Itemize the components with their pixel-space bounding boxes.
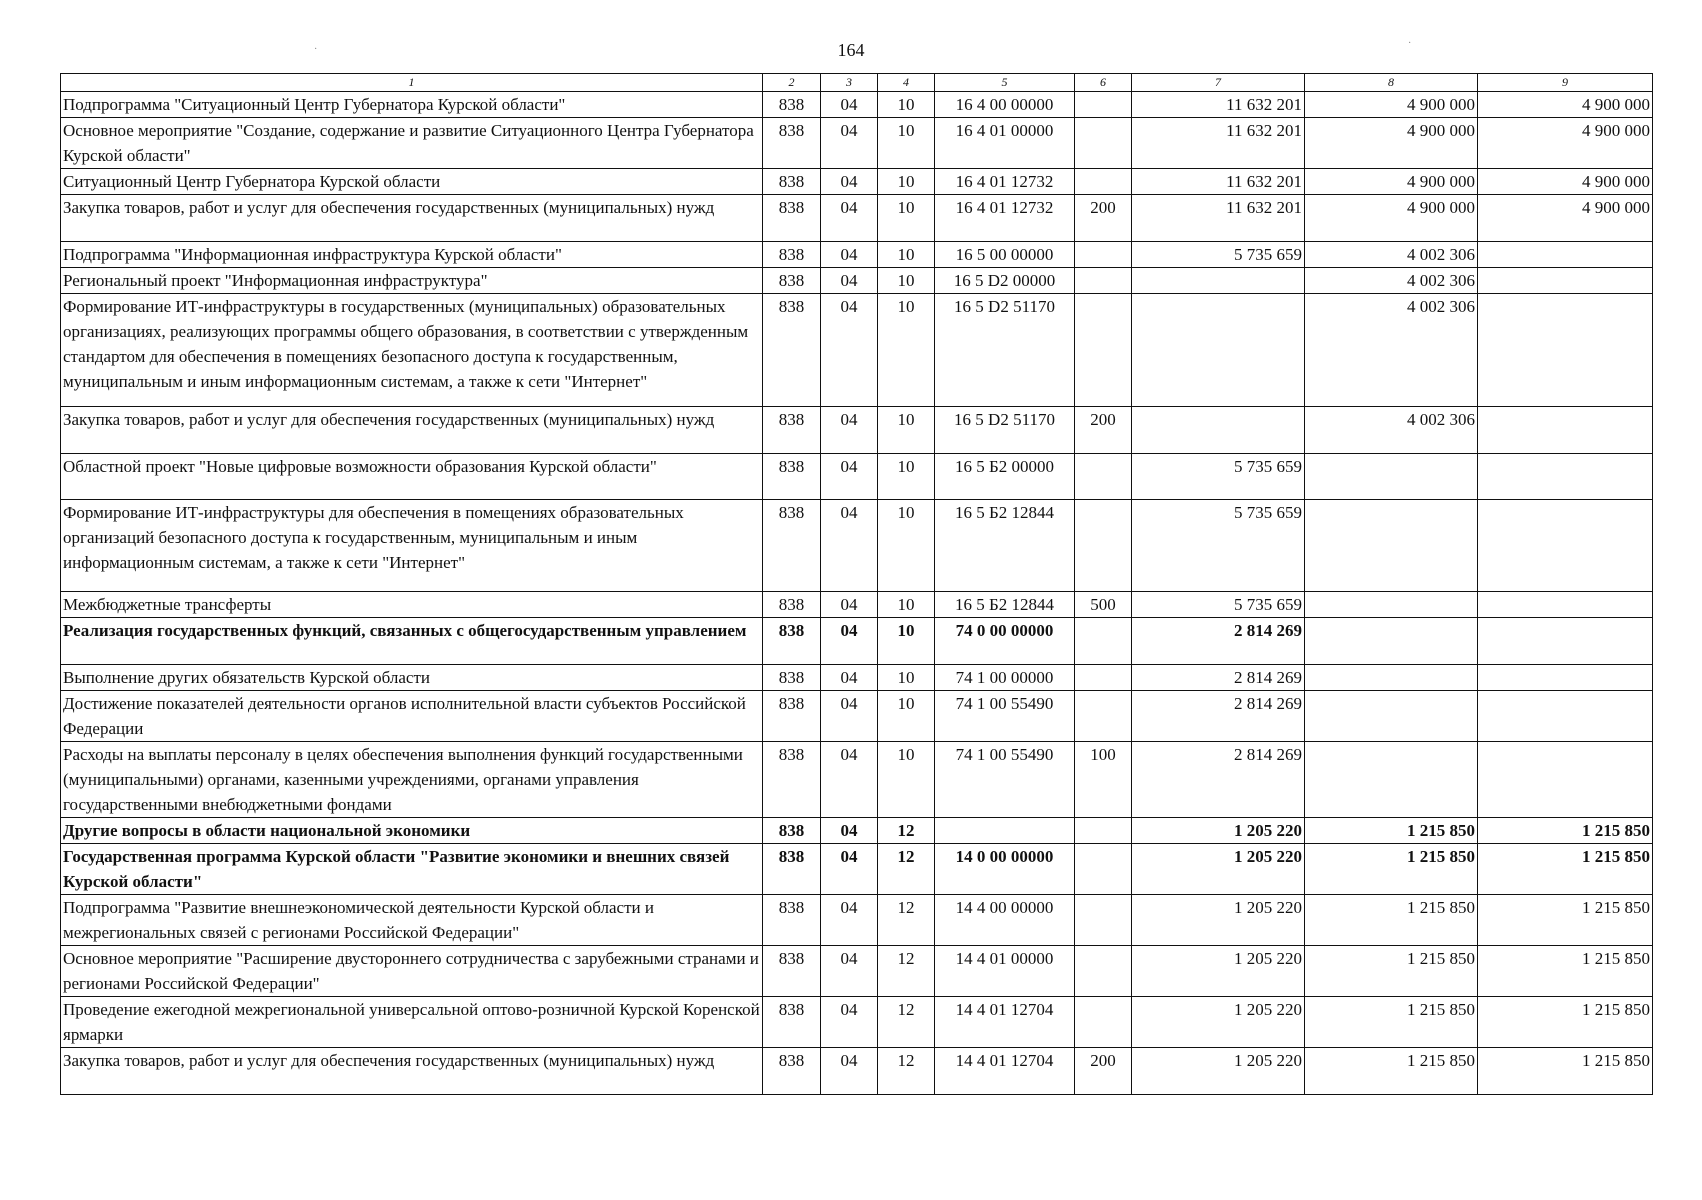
cell-col-8: 4 002 306 <box>1305 294 1478 407</box>
cell-col-3: 04 <box>821 118 878 169</box>
cell-col-9: 1 215 850 <box>1478 818 1653 844</box>
cell-col-9: 1 215 850 <box>1478 946 1653 997</box>
cell-col-9 <box>1478 618 1653 665</box>
cell-col-8 <box>1305 454 1478 500</box>
cell-col-4: 10 <box>878 742 935 818</box>
row-name: Закупка товаров, работ и услуг для обеспечения государственных (муниципальных) нужд <box>61 407 763 454</box>
cell-col-4: 10 <box>878 454 935 500</box>
table-row <box>61 242 1653 268</box>
cell-col-3: 04 <box>821 997 878 1048</box>
cell-col-6: 100 <box>1075 742 1132 818</box>
cell-col-7: 2 814 269 <box>1132 618 1305 665</box>
cell-col-3: 04 <box>821 294 878 407</box>
table-row <box>61 997 1653 1048</box>
cell-col-3: 04 <box>821 895 878 946</box>
cell-col-7: 1 205 220 <box>1132 895 1305 946</box>
cell-col-7 <box>1132 268 1305 294</box>
cell-col-5: 16 5 D2 51170 <box>935 407 1075 454</box>
scan-speck: · <box>314 44 318 55</box>
column-header: 6 <box>1075 74 1132 92</box>
cell-col-5: 16 4 00 00000 <box>935 92 1075 118</box>
cell-col-2: 838 <box>763 691 821 742</box>
cell-col-9 <box>1478 500 1653 592</box>
cell-col-8: 1 215 850 <box>1305 946 1478 997</box>
cell-col-5: 74 1 00 55490 <box>935 691 1075 742</box>
cell-col-2: 838 <box>763 92 821 118</box>
cell-col-8: 4 002 306 <box>1305 407 1478 454</box>
cell-col-3: 04 <box>821 592 878 618</box>
cell-col-3: 04 <box>821 742 878 818</box>
cell-col-6 <box>1075 895 1132 946</box>
cell-col-9: 4 900 000 <box>1478 92 1653 118</box>
cell-col-4: 10 <box>878 407 935 454</box>
cell-col-7: 5 735 659 <box>1132 242 1305 268</box>
cell-col-8: 1 215 850 <box>1305 997 1478 1048</box>
cell-col-5: 16 4 01 12732 <box>935 195 1075 242</box>
cell-col-2: 838 <box>763 454 821 500</box>
cell-col-8 <box>1305 742 1478 818</box>
row-name: Закупка товаров, работ и услуг для обеспечения государственных (муниципальных) нужд <box>61 195 763 242</box>
cell-col-9 <box>1478 294 1653 407</box>
cell-col-6 <box>1075 818 1132 844</box>
cell-col-5: 14 0 00 00000 <box>935 844 1075 895</box>
cell-col-3: 04 <box>821 92 878 118</box>
cell-col-9 <box>1478 242 1653 268</box>
cell-col-5: 14 4 01 00000 <box>935 946 1075 997</box>
cell-col-2: 838 <box>763 997 821 1048</box>
cell-col-7: 1 205 220 <box>1132 818 1305 844</box>
cell-col-8: 4 002 306 <box>1305 268 1478 294</box>
cell-col-9: 1 215 850 <box>1478 844 1653 895</box>
column-header: 7 <box>1132 74 1305 92</box>
cell-col-3: 04 <box>821 946 878 997</box>
cell-col-8: 4 900 000 <box>1305 169 1478 195</box>
cell-col-2: 838 <box>763 818 821 844</box>
cell-col-5: 16 5 D2 51170 <box>935 294 1075 407</box>
row-name: Региональный проект "Информационная инфраструктура" <box>61 268 763 294</box>
cell-col-2: 838 <box>763 294 821 407</box>
table-row <box>61 294 1653 407</box>
cell-col-9: 1 215 850 <box>1478 997 1653 1048</box>
budget-table <box>60 73 1653 1095</box>
table-row <box>61 454 1653 500</box>
cell-col-9 <box>1478 592 1653 618</box>
cell-col-3: 04 <box>821 818 878 844</box>
cell-col-7: 2 814 269 <box>1132 691 1305 742</box>
header-row <box>61 74 1653 92</box>
cell-col-3: 04 <box>821 691 878 742</box>
cell-col-2: 838 <box>763 844 821 895</box>
cell-col-4: 10 <box>878 92 935 118</box>
cell-col-7: 5 735 659 <box>1132 454 1305 500</box>
cell-col-2: 838 <box>763 169 821 195</box>
row-name: Закупка товаров, работ и услуг для обеспечения государственных (муниципальных) нужд <box>61 1048 763 1095</box>
cell-col-6 <box>1075 268 1132 294</box>
column-header: 4 <box>878 74 935 92</box>
cell-col-3: 04 <box>821 169 878 195</box>
table-row <box>61 268 1653 294</box>
cell-col-5: 74 0 00 00000 <box>935 618 1075 665</box>
cell-col-3: 04 <box>821 618 878 665</box>
row-name: Межбюджетные трансферты <box>61 592 763 618</box>
cell-col-3: 04 <box>821 268 878 294</box>
cell-col-3: 04 <box>821 844 878 895</box>
cell-col-7: 2 814 269 <box>1132 665 1305 691</box>
cell-col-2: 838 <box>763 195 821 242</box>
cell-col-3: 04 <box>821 665 878 691</box>
cell-col-7 <box>1132 294 1305 407</box>
row-name: Областной проект "Новые цифровые возможности образования Курской области" <box>61 454 763 500</box>
cell-col-2: 838 <box>763 407 821 454</box>
cell-col-9 <box>1478 454 1653 500</box>
cell-col-9 <box>1478 407 1653 454</box>
cell-col-5: 16 5 Б2 12844 <box>935 592 1075 618</box>
cell-col-4: 10 <box>878 118 935 169</box>
cell-col-3: 04 <box>821 500 878 592</box>
cell-col-5: 14 4 01 12704 <box>935 1048 1075 1095</box>
cell-col-6 <box>1075 92 1132 118</box>
cell-col-5: 16 5 Б2 00000 <box>935 454 1075 500</box>
cell-col-6: 200 <box>1075 407 1132 454</box>
cell-col-4: 10 <box>878 618 935 665</box>
cell-col-8: 1 215 850 <box>1305 1048 1478 1095</box>
row-name: Подпрограмма "Ситуационный Центр Губернатора Курской области" <box>61 92 763 118</box>
cell-col-2: 838 <box>763 268 821 294</box>
cell-col-6: 200 <box>1075 1048 1132 1095</box>
cell-col-8: 1 215 850 <box>1305 844 1478 895</box>
cell-col-5: 16 4 01 12732 <box>935 169 1075 195</box>
page-number: 164 <box>837 40 865 60</box>
cell-col-6 <box>1075 946 1132 997</box>
cell-col-7: 5 735 659 <box>1132 500 1305 592</box>
column-header: 3 <box>821 74 878 92</box>
row-name: Выполнение других обязательств Курской области <box>61 665 763 691</box>
cell-col-5: 14 4 01 12704 <box>935 997 1075 1048</box>
cell-col-6 <box>1075 242 1132 268</box>
row-name: Формирование ИТ-инфраструктуры для обеспечения в помещениях образовательных организаций безопасного доступа к государственным, муниципальным и иным информационным системам, а также к сети "Интернет" <box>61 500 763 592</box>
cell-col-5: 16 5 00 00000 <box>935 242 1075 268</box>
cell-col-5 <box>935 818 1075 844</box>
row-name: Расходы на выплаты персоналу в целях обеспечения выполнения функций государственными (муниципальными) органами, казенными учреждениями, органами управления государственными внебюджетными фондами <box>61 742 763 818</box>
cell-col-4: 10 <box>878 242 935 268</box>
cell-col-5: 16 5 Б2 12844 <box>935 500 1075 592</box>
cell-col-6 <box>1075 844 1132 895</box>
cell-col-9: 4 900 000 <box>1478 195 1653 242</box>
cell-col-6 <box>1075 618 1132 665</box>
table-row <box>61 618 1653 665</box>
cell-col-8: 4 900 000 <box>1305 92 1478 118</box>
cell-col-8: 4 900 000 <box>1305 195 1478 242</box>
row-name: Основное мероприятие "Расширение двустороннего сотрудничества с зарубежными странами и регионами Российской Федерации" <box>61 946 763 997</box>
row-name: Ситуационный Центр Губернатора Курской области <box>61 169 763 195</box>
cell-col-4: 10 <box>878 592 935 618</box>
cell-col-2: 838 <box>763 500 821 592</box>
cell-col-7: 11 632 201 <box>1132 169 1305 195</box>
table-row <box>61 407 1653 454</box>
cell-col-7: 2 814 269 <box>1132 742 1305 818</box>
table-row <box>61 195 1653 242</box>
cell-col-5: 16 4 01 00000 <box>935 118 1075 169</box>
cell-col-4: 12 <box>878 818 935 844</box>
table-row <box>61 592 1653 618</box>
cell-col-9 <box>1478 691 1653 742</box>
cell-col-2: 838 <box>763 665 821 691</box>
cell-col-9: 1 215 850 <box>1478 895 1653 946</box>
cell-col-4: 10 <box>878 268 935 294</box>
cell-col-8 <box>1305 618 1478 665</box>
cell-col-2: 838 <box>763 242 821 268</box>
cell-col-9 <box>1478 742 1653 818</box>
cell-col-4: 12 <box>878 895 935 946</box>
table-row <box>61 946 1653 997</box>
cell-col-6 <box>1075 294 1132 407</box>
cell-col-9: 1 215 850 <box>1478 1048 1653 1095</box>
cell-col-7: 11 632 201 <box>1132 195 1305 242</box>
cell-col-2: 838 <box>763 618 821 665</box>
cell-col-3: 04 <box>821 454 878 500</box>
table-row <box>61 895 1653 946</box>
scan-speck: · <box>1408 38 1412 49</box>
cell-col-3: 04 <box>821 195 878 242</box>
table-row <box>61 500 1653 592</box>
column-header: 9 <box>1478 74 1653 92</box>
cell-col-7: 1 205 220 <box>1132 1048 1305 1095</box>
cell-col-2: 838 <box>763 742 821 818</box>
cell-col-6: 500 <box>1075 592 1132 618</box>
table-row <box>61 742 1653 818</box>
cell-col-7 <box>1132 407 1305 454</box>
row-name: Подпрограмма "Развитие внешнеэкономической деятельности Курской области и межрегиональных связей с регионами Российской Федерации" <box>61 895 763 946</box>
cell-col-4: 12 <box>878 844 935 895</box>
cell-col-7: 1 205 220 <box>1132 844 1305 895</box>
table-row <box>61 118 1653 169</box>
cell-col-2: 838 <box>763 118 821 169</box>
table-row <box>61 665 1653 691</box>
cell-col-9: 4 900 000 <box>1478 118 1653 169</box>
row-name: Достижение показателей деятельности органов исполнительной власти субъектов Российской Федерации <box>61 691 763 742</box>
table-row <box>61 691 1653 742</box>
column-header: 8 <box>1305 74 1478 92</box>
cell-col-8: 4 900 000 <box>1305 118 1478 169</box>
column-header: 5 <box>935 74 1075 92</box>
cell-col-2: 838 <box>763 946 821 997</box>
cell-col-7: 5 735 659 <box>1132 592 1305 618</box>
cell-col-8 <box>1305 592 1478 618</box>
row-name: Государственная программа Курской области "Развитие экономики и внешних связей Курской области" <box>61 844 763 895</box>
cell-col-8 <box>1305 691 1478 742</box>
cell-col-4: 10 <box>878 691 935 742</box>
cell-col-6 <box>1075 169 1132 195</box>
cell-col-4: 10 <box>878 294 935 407</box>
cell-col-8 <box>1305 665 1478 691</box>
cell-col-6 <box>1075 997 1132 1048</box>
cell-col-5: 74 1 00 55490 <box>935 742 1075 818</box>
row-name: Основное мероприятие "Создание, содержание и развитие Ситуационного Центра Губернатора Курской области" <box>61 118 763 169</box>
cell-col-9 <box>1478 268 1653 294</box>
cell-col-4: 12 <box>878 946 935 997</box>
cell-col-2: 838 <box>763 895 821 946</box>
cell-col-6 <box>1075 454 1132 500</box>
row-name: Реализация государственных функций, связанных с общегосударственным управлением <box>61 618 763 665</box>
row-name: Формирование ИТ-инфраструктуры в государственных (муниципальных) образовательных организациях, реализующих программы общего образования, в соответствии с утвержденным стандартом для обеспечения в помещениях безопасного доступа к государственным, муниципальным и иным информационным системам, а также к сети "Интернет" <box>61 294 763 407</box>
cell-col-5: 14 4 00 00000 <box>935 895 1075 946</box>
cell-col-8: 4 002 306 <box>1305 242 1478 268</box>
table-row <box>61 92 1653 118</box>
cell-col-4: 12 <box>878 997 935 1048</box>
row-name: Другие вопросы в области национальной экономики <box>61 818 763 844</box>
cell-col-8: 1 215 850 <box>1305 895 1478 946</box>
column-header: 2 <box>763 74 821 92</box>
cell-col-7: 11 632 201 <box>1132 92 1305 118</box>
cell-col-4: 10 <box>878 195 935 242</box>
cell-col-5: 16 5 D2 00000 <box>935 268 1075 294</box>
cell-col-8 <box>1305 500 1478 592</box>
cell-col-9 <box>1478 665 1653 691</box>
cell-col-4: 10 <box>878 665 935 691</box>
table-body <box>61 92 1653 1095</box>
cell-col-7: 11 632 201 <box>1132 118 1305 169</box>
cell-col-3: 04 <box>821 1048 878 1095</box>
table-row <box>61 169 1653 195</box>
cell-col-2: 838 <box>763 1048 821 1095</box>
cell-col-9: 4 900 000 <box>1478 169 1653 195</box>
cell-col-6 <box>1075 500 1132 592</box>
row-name: Подпрограмма "Информационная инфраструктура Курской области" <box>61 242 763 268</box>
cell-col-8: 1 215 850 <box>1305 818 1478 844</box>
cell-col-4: 10 <box>878 500 935 592</box>
column-header: 1 <box>61 74 763 92</box>
cell-col-3: 04 <box>821 242 878 268</box>
cell-col-2: 838 <box>763 592 821 618</box>
cell-col-6: 200 <box>1075 195 1132 242</box>
cell-col-6 <box>1075 118 1132 169</box>
table-row <box>61 818 1653 844</box>
cell-col-6 <box>1075 691 1132 742</box>
cell-col-5: 74 1 00 00000 <box>935 665 1075 691</box>
cell-col-7: 1 205 220 <box>1132 997 1305 1048</box>
cell-col-6 <box>1075 665 1132 691</box>
cell-col-3: 04 <box>821 407 878 454</box>
table-row <box>61 1048 1653 1095</box>
table-row <box>61 844 1653 895</box>
row-name: Проведение ежегодной межрегиональной универсальной оптово-розничной Курской Коренской ярмарки <box>61 997 763 1048</box>
cell-col-4: 12 <box>878 1048 935 1095</box>
cell-col-7: 1 205 220 <box>1132 946 1305 997</box>
cell-col-4: 10 <box>878 169 935 195</box>
